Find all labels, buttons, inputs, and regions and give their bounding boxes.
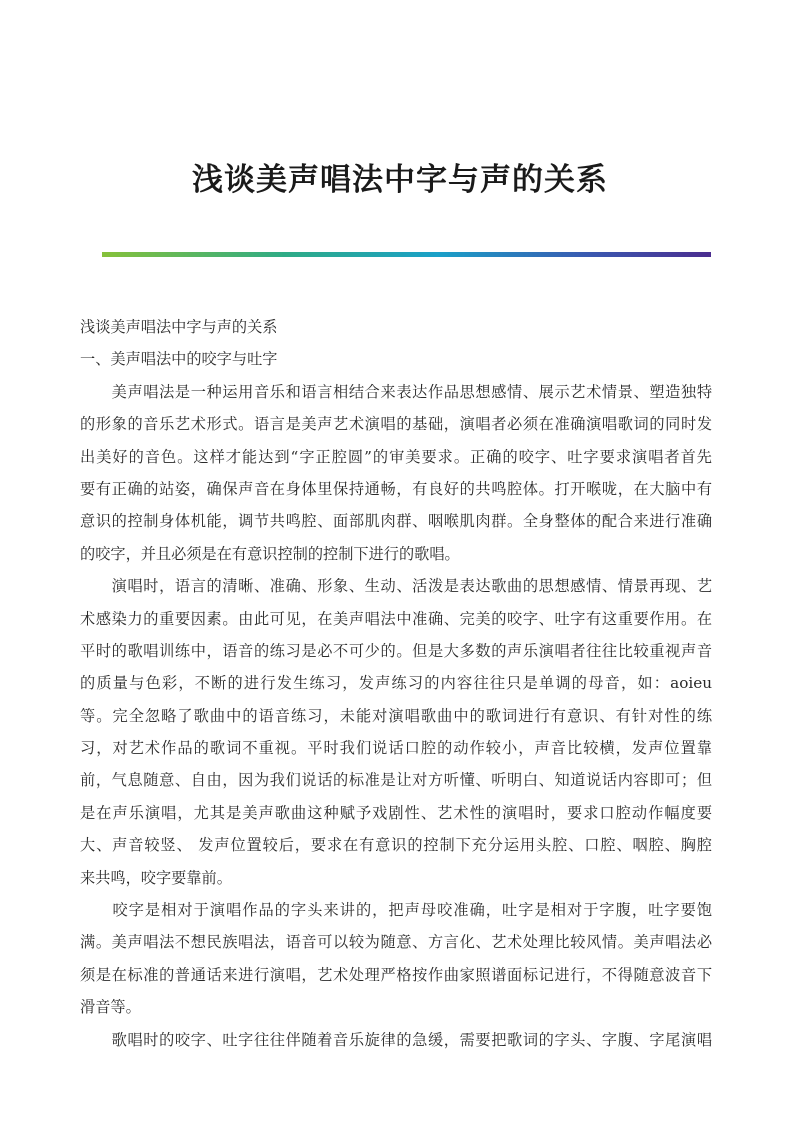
text-line: 滑音等。: [80, 998, 141, 1017]
paragraph-1: [80, 377, 712, 569]
text-line: 演唱时，语言的清晰、准确、形象、生动、活泼是表达歌曲的思想感情、情景再现、艺: [80, 577, 712, 596]
text-line: 来共鸣，咬字要靠前。: [80, 868, 232, 887]
text-line: 出美好的音色。这样才能达到“字正腔圆”的审美要求。正确的咬字、吐字要求演唱者首先: [80, 447, 712, 466]
title-divider: [102, 252, 711, 257]
text-line: 大、声音较竖、 发声位置较后，要求在有意识的控制下充分运用头腔、口腔、咽腔、胸腔: [80, 836, 712, 855]
paragraph-2: [80, 571, 712, 893]
text-line: 的质量与色彩，不断的进行发生练习，发声练习的内容往往只是单调的母音，如：aoieu: [80, 674, 712, 693]
text-line: 歌唱时的咬字、吐字往往伴随着音乐旋律的急缓，需要把歌词的字头、字腹、字尾演唱: [80, 1030, 712, 1049]
text-line: 的咬字，并且必须是在有意识控制的控制下进行的歌唱。: [80, 544, 460, 563]
text-line: 须是在标准的普通话来进行演唱，艺术处理严格按作曲家照谱面标记进行，不得随意波音下: [80, 965, 712, 984]
text-line: 满。美声唱法不想民族唱法，语音可以较为随意、方言化、艺术处理比较风情。美声唱法必: [80, 933, 712, 952]
section-heading: 一、美声唱法中的咬字与吐字: [80, 350, 278, 369]
text-line: 咬字是相对于演唱作品的字头来讲的，把声母咬准确，吐字是相对于字腹，吐字要饱: [80, 901, 712, 920]
text-line: 前，气息随意、自由，因为我们说话的标准是让对方听懂、听明白、知道说话内容即可；但: [80, 771, 712, 790]
text-line: 是在声乐演唱，尤其是美声歌曲这种赋予戏剧性、艺术性的演唱时，要求口腔动作幅度要: [80, 803, 712, 822]
paragraph-4: [80, 1025, 712, 1055]
text-line: 要有正确的站姿，确保声音在身体里保持通畅，有良好的共鸣腔体。打开喉咙，在大脑中有: [80, 479, 712, 498]
paragraph-3: [80, 895, 712, 1022]
text-line: 美声唱法是一种运用音乐和语言相结合来表达作品思想感情、展示艺术情景、塑造独特: [80, 382, 712, 401]
text-line: 等。完全忽略了歌曲中的语音练习，未能对演唱歌曲中的歌词进行有意识、有针对性的练: [80, 706, 712, 725]
text-line: 意识的控制身体机能，调节共鸣腔、面部肌肉群、咽喉肌肉群。全身整体的配合来进行准确: [80, 512, 712, 531]
document-body: [80, 312, 712, 1057]
page-title: 浅谈美声唱法中字与声的关系: [192, 162, 608, 198]
subtitle: 浅谈美声唱法中字与声的关系: [80, 318, 278, 336]
text-line: 习，对艺术作品的歌词不重视。平时我们说话口腔的动作较小，声音比较横，发声位置靠: [80, 739, 712, 758]
text-line: 的形象的音乐艺术形式。语言是美声艺术演唱的基础，演唱者必须在准确演唱歌词的同时发: [80, 415, 712, 434]
text-line: 术感染力的重要因素。由此可见，在美声唱法中准确、完美的咬字、吐字有这重要作用。在: [80, 609, 712, 628]
text-line: 平时的歌唱训练中，语音的练习是必不可少的。但是大多数的声乐演唱者往往比较重视声音: [80, 641, 712, 660]
